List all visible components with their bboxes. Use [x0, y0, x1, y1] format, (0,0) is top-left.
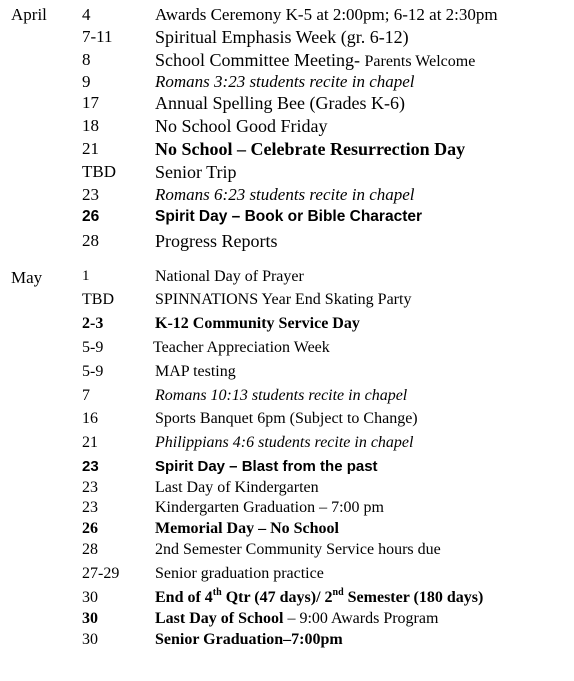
event-text: Awards Ceremony K-5 at 2:00pm; 6-12 at 2:30pm	[155, 5, 498, 24]
calendar-row	[0, 631, 574, 653]
calendar-row	[0, 387, 574, 409]
event-text: Romans 10:13 students recite in chapel	[155, 387, 408, 404]
calendar-row	[0, 93, 574, 115]
event-date: 4	[82, 5, 91, 24]
event-date: TBD	[82, 162, 116, 181]
event-text: Philippians 4:6 students recite in chapel	[155, 434, 414, 451]
calendar-row	[0, 479, 574, 501]
event-date: 7	[82, 387, 90, 404]
event-date: 21	[82, 434, 98, 451]
calendar-row	[0, 410, 574, 432]
calendar-row	[0, 458, 574, 480]
event-date: TBD	[82, 291, 114, 308]
event-date: 26	[82, 520, 98, 537]
event-date: 23	[82, 499, 98, 516]
event-date: 17	[82, 93, 99, 112]
event-text: No School – Celebrate Resurrection Day	[155, 139, 466, 159]
event-date: 30	[82, 589, 98, 606]
event-text-part: Qtr (47 days)/ 2	[221, 589, 333, 606]
calendar-row	[0, 268, 574, 290]
event-date: 30	[82, 610, 98, 627]
event-text: Kindergarten Graduation – 7:00 pm	[155, 499, 384, 516]
event-text-part: Parents Welcome	[364, 53, 476, 70]
event-date: 30	[82, 631, 98, 648]
event-text: K-12 Community Service Day	[155, 315, 360, 332]
ordinal-suffix: th	[212, 587, 222, 598]
event-date: 2-3	[82, 315, 104, 332]
event-text	[155, 50, 475, 71]
event-text: Romans 6:23 students recite in chapel	[155, 185, 415, 204]
event-date: 18	[82, 116, 99, 135]
event-date: 27-29	[82, 565, 120, 582]
event-date: 7-11	[82, 27, 113, 46]
event-text	[155, 610, 438, 628]
month-label: May	[11, 268, 43, 287]
calendar-row	[0, 610, 574, 632]
event-date: 8	[82, 50, 91, 69]
event-text-part: Last Day of School	[155, 610, 284, 627]
event-date: 1	[82, 268, 90, 284]
calendar-row	[0, 162, 574, 184]
calendar-row	[0, 208, 574, 230]
event-text-part: Semester (180 days)	[343, 589, 484, 606]
event-date: 16	[82, 410, 98, 427]
event-text: SPINNATIONS Year End Skating Party	[155, 291, 412, 308]
calendar-row	[0, 50, 574, 72]
event-date: 23	[82, 458, 99, 475]
event-text: MAP testing	[155, 363, 236, 380]
event-date: 28	[82, 231, 99, 250]
calendar-row	[0, 72, 574, 94]
calendar-row	[0, 589, 574, 611]
calendar-row	[0, 116, 574, 138]
event-text: 2nd Semester Community Service hours due	[155, 541, 441, 558]
event-text-part: School Committee Meeting-	[155, 50, 365, 70]
calendar-row	[0, 434, 574, 456]
month-label: April	[11, 5, 47, 24]
event-date: 5-9	[82, 363, 104, 380]
event-text: Senior Graduation–7:00pm	[155, 631, 343, 648]
calendar-row	[0, 339, 574, 361]
event-date: 9	[82, 72, 91, 91]
ordinal-suffix: nd	[332, 587, 344, 598]
event-text: Last Day of Kindergarten	[155, 479, 319, 496]
calendar-row	[0, 27, 574, 49]
event-text: Teacher Appreciation Week	[153, 339, 330, 356]
calendar-row	[0, 565, 574, 587]
calendar-row	[0, 499, 574, 521]
calendar-row	[0, 520, 574, 542]
calendar-row	[0, 139, 574, 161]
event-text: No School Good Friday	[155, 116, 328, 136]
event-text	[155, 589, 483, 607]
calendar-row	[0, 363, 574, 385]
event-text: Spiritual Emphasis Week (gr. 6-12)	[155, 27, 409, 47]
calendar-row	[0, 541, 574, 563]
event-text: Progress Reports	[155, 231, 278, 251]
event-date: 23	[82, 185, 99, 204]
event-text: Annual Spelling Bee (Grades K-6)	[155, 93, 405, 113]
event-text: National Day of Prayer	[155, 268, 304, 285]
event-text: Senior Trip	[155, 162, 237, 182]
event-date: 26	[82, 208, 100, 225]
calendar-row	[0, 315, 574, 337]
calendar-row	[0, 185, 574, 207]
event-text-part: – 9:00 Awards Program	[283, 610, 439, 627]
event-date: 21	[82, 139, 99, 158]
event-date: 23	[82, 479, 98, 496]
calendar-row	[0, 231, 574, 253]
event-text-part: End of 4	[155, 589, 213, 606]
event-text: Memorial Day – No School	[155, 520, 339, 537]
event-text: Spirit Day – Book or Bible Character	[155, 208, 423, 225]
event-text: Sports Banquet 6pm (Subject to Change)	[155, 410, 418, 427]
calendar-row	[0, 291, 574, 313]
calendar-row	[0, 5, 574, 27]
event-text: Romans 3:23 students recite in chapel	[155, 72, 415, 91]
event-text: Spirit Day – Blast from the past	[155, 458, 378, 475]
event-date: 5-9	[82, 339, 104, 356]
event-text: Senior graduation practice	[155, 565, 324, 582]
event-date: 28	[82, 541, 98, 558]
